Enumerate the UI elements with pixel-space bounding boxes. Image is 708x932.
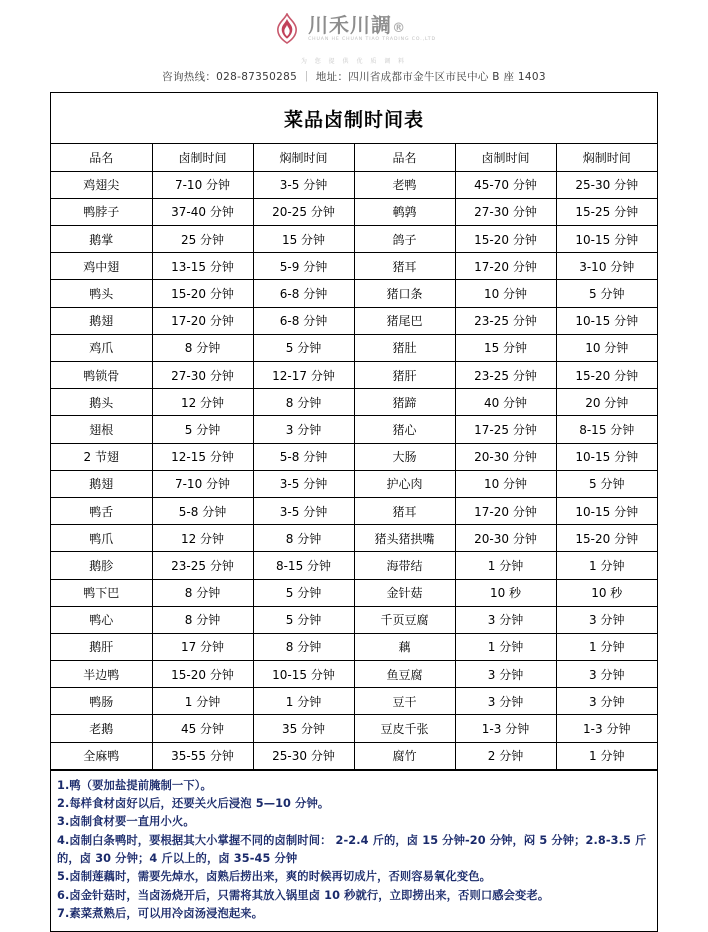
table-row <box>51 334 657 361</box>
time-value-cell: 1 分钟 <box>556 633 657 660</box>
item-name-cell: 鹅胗 <box>51 552 152 579</box>
table-row <box>51 226 657 253</box>
time-value-cell: 8 分钟 <box>253 633 354 660</box>
column-header: 卤制时间 <box>455 144 556 171</box>
time-value-cell: 23-25 分钟 <box>152 552 253 579</box>
contact-bar <box>0 65 708 92</box>
time-value-cell: 1 分钟 <box>152 688 253 715</box>
table-row <box>51 688 657 715</box>
time-value-cell: 27-30 分钟 <box>152 362 253 389</box>
time-value-cell: 20 分钟 <box>556 389 657 416</box>
time-value-cell: 6-8 分钟 <box>253 280 354 307</box>
item-name-cell: 鸭头 <box>51 280 152 307</box>
time-value-cell: 3-5 分钟 <box>253 171 354 198</box>
time-value-cell: 35 分钟 <box>253 715 354 742</box>
time-value-cell: 1 分钟 <box>556 742 657 769</box>
item-name-cell: 猪头猪拱嘴 <box>354 525 455 552</box>
item-name-cell: 鸭心 <box>51 606 152 633</box>
item-name-cell: 猪肝 <box>354 362 455 389</box>
table-header-row <box>51 144 657 171</box>
time-value-cell: 13-15 分钟 <box>152 253 253 280</box>
time-value-cell: 10-15 分钟 <box>556 497 657 524</box>
flame-logo-icon <box>272 13 302 45</box>
time-value-cell: 15 分钟 <box>455 334 556 361</box>
item-name-cell: 鱼豆腐 <box>354 661 455 688</box>
item-name-cell: 鸭舌 <box>51 497 152 524</box>
table-row <box>51 606 657 633</box>
time-value-cell: 8-15 分钟 <box>253 552 354 579</box>
time-value-cell: 37-40 分钟 <box>152 198 253 225</box>
table-row <box>51 389 657 416</box>
time-value-cell: 3-5 分钟 <box>253 470 354 497</box>
item-name-cell: 鹅肝 <box>51 633 152 660</box>
time-value-cell: 10 秒 <box>455 579 556 606</box>
table-row <box>51 579 657 606</box>
time-value-cell: 25-30 分钟 <box>556 171 657 198</box>
time-value-cell: 20-25 分钟 <box>253 198 354 225</box>
time-value-cell: 23-25 分钟 <box>455 307 556 334</box>
time-value-cell: 3-5 分钟 <box>253 497 354 524</box>
time-value-cell: 15-20 分钟 <box>152 661 253 688</box>
table-row <box>51 470 657 497</box>
table-body <box>51 144 657 769</box>
brand-name-cn: 川禾川調® <box>308 13 407 38</box>
time-value-cell: 3 分钟 <box>556 688 657 715</box>
time-value-cell: 17-20 分钟 <box>455 497 556 524</box>
time-value-cell: 10-15 分钟 <box>556 226 657 253</box>
time-value-cell: 12-17 分钟 <box>253 362 354 389</box>
time-value-cell: 5-8 分钟 <box>253 443 354 470</box>
item-name-cell: 腐竹 <box>354 742 455 769</box>
time-value-cell: 3 分钟 <box>455 606 556 633</box>
brand-logo <box>272 13 436 45</box>
note-line: 4.卤制白条鸭时，要根据其大小掌握不同的卤制时间： 2-2.4 斤的，卤 15 分钟-20 分钟，闷 5 分钟；2.8-3.5 斤的，卤 30 分钟；4 斤以上的，卤 35-45 分钟 <box>57 833 647 865</box>
time-value-cell: 6-8 分钟 <box>253 307 354 334</box>
item-name-cell: 猪心 <box>354 416 455 443</box>
hotline-number: 028-87350285 <box>216 71 298 83</box>
table-row <box>51 416 657 443</box>
table-row <box>51 280 657 307</box>
time-value-cell: 5 分钟 <box>253 334 354 361</box>
note-line: 2.每样食材卤好以后，还要关火后浸泡 5—10 分钟。 <box>57 797 330 811</box>
time-value-cell: 8 分钟 <box>152 606 253 633</box>
item-name-cell: 猪耳 <box>354 253 455 280</box>
note-line: 7.素菜煮熟后，可以用冷卤汤浸泡起来。 <box>57 906 264 920</box>
note-line: 5.卤制莲藕时，需要先焯水，卤熟后捞出来，爽的时候再切成片，否则容易氧化变色。 <box>57 870 492 884</box>
time-value-cell: 5-8 分钟 <box>152 497 253 524</box>
item-name-cell: 鹅掌 <box>51 226 152 253</box>
table-row <box>51 715 657 742</box>
time-value-cell: 15 分钟 <box>253 226 354 253</box>
column-header: 卤制时间 <box>152 144 253 171</box>
table-row <box>51 443 657 470</box>
time-value-cell: 27-30 分钟 <box>455 198 556 225</box>
item-name-cell: 猪耳 <box>354 497 455 524</box>
brand-header <box>0 0 708 52</box>
time-value-cell: 10-15 分钟 <box>556 443 657 470</box>
brand-registered-mark: ® <box>392 21 407 37</box>
brand-tagline: 为 您 提 供 优 质 调 料 <box>300 58 408 65</box>
time-value-cell: 10 分钟 <box>455 280 556 307</box>
time-value-cell: 8 分钟 <box>253 525 354 552</box>
item-name-cell: 千页豆腐 <box>354 606 455 633</box>
time-value-cell: 8-15 分钟 <box>556 416 657 443</box>
time-value-cell: 5 分钟 <box>152 416 253 443</box>
time-value-cell: 5 分钟 <box>253 606 354 633</box>
item-name-cell: 半边鸭 <box>51 661 152 688</box>
item-name-cell: 猪尾巴 <box>354 307 455 334</box>
time-value-cell: 7-10 分钟 <box>152 470 253 497</box>
item-name-cell: 鸡翅尖 <box>51 171 152 198</box>
item-name-cell: 鸭下巴 <box>51 579 152 606</box>
time-value-cell: 3 分钟 <box>556 606 657 633</box>
item-name-cell: 猪口条 <box>354 280 455 307</box>
hotline-label: 咨询热线： <box>162 71 217 83</box>
item-name-cell: 鹅翅 <box>51 470 152 497</box>
item-name-cell: 鹌鹑 <box>354 198 455 225</box>
note-line: 3.卤制食材要一直用小火。 <box>57 815 195 829</box>
time-value-cell: 5-9 分钟 <box>253 253 354 280</box>
braising-time-sheet <box>50 92 658 932</box>
time-value-cell: 45 分钟 <box>152 715 253 742</box>
time-value-cell: 1 分钟 <box>253 688 354 715</box>
table-row <box>51 198 657 225</box>
table-row <box>51 253 657 280</box>
time-value-cell: 1-3 分钟 <box>455 715 556 742</box>
item-name-cell: 猪肚 <box>354 334 455 361</box>
time-value-cell: 40 分钟 <box>455 389 556 416</box>
time-value-cell: 17-25 分钟 <box>455 416 556 443</box>
time-value-cell: 20-30 分钟 <box>455 525 556 552</box>
time-value-cell: 8 分钟 <box>152 579 253 606</box>
column-header: 焖制时间 <box>556 144 657 171</box>
time-value-cell: 45-70 分钟 <box>455 171 556 198</box>
table-row <box>51 307 657 334</box>
column-header: 品名 <box>51 144 152 171</box>
address-label: 地址： <box>315 71 349 83</box>
time-value-cell: 25-30 分钟 <box>253 742 354 769</box>
brand-name-en: CHUAN HE CHUAN TIAO TRADING CO.,LTD <box>308 37 436 43</box>
item-name-cell: 鹅翅 <box>51 307 152 334</box>
table-row <box>51 552 657 579</box>
item-name-cell: 鹅头 <box>51 389 152 416</box>
item-name-cell: 鸭肠 <box>51 688 152 715</box>
contact-separator: ｜ <box>301 71 312 83</box>
item-name-cell: 海带结 <box>354 552 455 579</box>
table-row <box>51 742 657 769</box>
table-row <box>51 633 657 660</box>
table-row <box>51 661 657 688</box>
time-value-cell: 2 分钟 <box>455 742 556 769</box>
time-value-cell: 1 分钟 <box>455 552 556 579</box>
item-name-cell: 鸡中翅 <box>51 253 152 280</box>
note-line: 1.鸭（要加盐提前腌制一下）。 <box>57 778 212 792</box>
time-value-cell: 17-20 分钟 <box>455 253 556 280</box>
item-name-cell: 护心肉 <box>354 470 455 497</box>
note-line: 6.卤金针菇时，当卤汤烧开后，只需将其放入锅里卤 10 秒就行，立即捞出来，否则口感会变老。 <box>57 888 550 902</box>
address-value: 四川省成都市金牛区市民中心 B 座 1403 <box>348 71 546 83</box>
time-value-cell: 10 分钟 <box>556 334 657 361</box>
table-row <box>51 171 657 198</box>
item-name-cell: 豆皮千张 <box>354 715 455 742</box>
item-name-cell: 全麻鸭 <box>51 742 152 769</box>
time-value-cell: 15-20 分钟 <box>556 525 657 552</box>
time-value-cell: 12 分钟 <box>152 525 253 552</box>
time-value-cell: 10 分钟 <box>455 470 556 497</box>
time-value-cell: 10-15 分钟 <box>556 307 657 334</box>
time-value-cell: 5 分钟 <box>253 579 354 606</box>
time-value-cell: 23-25 分钟 <box>455 362 556 389</box>
time-value-cell: 25 分钟 <box>152 226 253 253</box>
item-name-cell: 藕 <box>354 633 455 660</box>
time-value-cell: 3 分钟 <box>556 661 657 688</box>
time-value-cell: 17 分钟 <box>152 633 253 660</box>
time-value-cell: 3 分钟 <box>253 416 354 443</box>
item-name-cell: 大肠 <box>354 443 455 470</box>
table-row <box>51 362 657 389</box>
item-name-cell: 猪蹄 <box>354 389 455 416</box>
time-value-cell: 1 分钟 <box>556 552 657 579</box>
brand-text <box>308 15 436 43</box>
time-value-cell: 5 分钟 <box>556 470 657 497</box>
item-name-cell: 老鸭 <box>354 171 455 198</box>
item-name-cell: 豆干 <box>354 688 455 715</box>
time-value-cell: 7-10 分钟 <box>152 171 253 198</box>
braising-time-table <box>51 144 657 770</box>
time-value-cell: 15-20 分钟 <box>152 280 253 307</box>
time-value-cell: 20-30 分钟 <box>455 443 556 470</box>
item-name-cell: 翅根 <box>51 416 152 443</box>
time-value-cell: 10 秒 <box>556 579 657 606</box>
time-value-cell: 15-20 分钟 <box>455 226 556 253</box>
time-value-cell: 3-10 分钟 <box>556 253 657 280</box>
item-name-cell: 鸭爪 <box>51 525 152 552</box>
time-value-cell: 15-25 分钟 <box>556 198 657 225</box>
time-value-cell: 8 分钟 <box>152 334 253 361</box>
time-value-cell: 10-15 分钟 <box>253 661 354 688</box>
time-value-cell: 1 分钟 <box>455 633 556 660</box>
notes-section <box>51 770 657 931</box>
table-row <box>51 525 657 552</box>
time-value-cell: 3 分钟 <box>455 661 556 688</box>
column-header: 焖制时间 <box>253 144 354 171</box>
item-name-cell: 金针菇 <box>354 579 455 606</box>
time-value-cell: 12-15 分钟 <box>152 443 253 470</box>
item-name-cell: 鸭锁骨 <box>51 362 152 389</box>
table-row <box>51 497 657 524</box>
sheet-title: 菜品卤制时间表 <box>51 93 657 144</box>
time-value-cell: 17-20 分钟 <box>152 307 253 334</box>
item-name-cell: 老鹅 <box>51 715 152 742</box>
item-name-cell: 鸡爪 <box>51 334 152 361</box>
time-value-cell: 15-20 分钟 <box>556 362 657 389</box>
time-value-cell: 5 分钟 <box>556 280 657 307</box>
time-value-cell: 12 分钟 <box>152 389 253 416</box>
column-header: 品名 <box>354 144 455 171</box>
time-value-cell: 3 分钟 <box>455 688 556 715</box>
item-name-cell: 鸽子 <box>354 226 455 253</box>
item-name-cell: 鸭脖子 <box>51 198 152 225</box>
item-name-cell: 2 节翅 <box>51 443 152 470</box>
time-value-cell: 35-55 分钟 <box>152 742 253 769</box>
time-value-cell: 8 分钟 <box>253 389 354 416</box>
time-value-cell: 1-3 分钟 <box>556 715 657 742</box>
